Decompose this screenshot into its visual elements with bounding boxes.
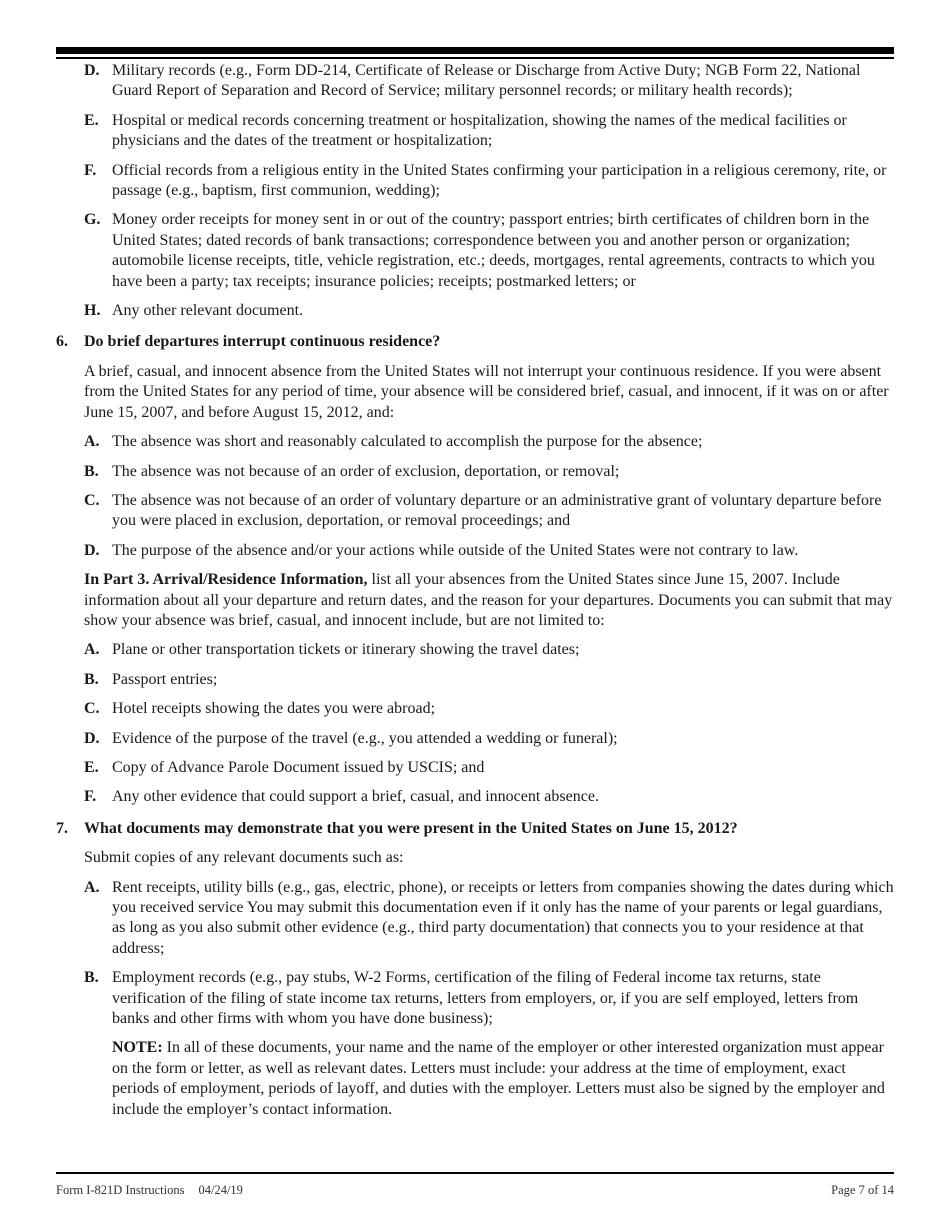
list-item: C. Hotel receipts showing the dates you were abroad; <box>84 700 436 718</box>
list-item-text: Money order receipts for money sent in or out of the country; passport entries; birth certificates of children born in the United States; dated records of bank transactions; correspondence between you and another person or organization; automobile license receipts, title, vehicle registration, etc.; deeds, mortgages, rental agreements, contracts to which you have been a party; tax receipts; insurance policies; receipts; postmarked letters; or <box>112 211 875 290</box>
section-6-heading <box>56 332 896 352</box>
list-item-text: Hotel receipts showing the dates you were abroad; <box>112 700 436 718</box>
section-7-intro: Submit copies of any relevant documents such as: <box>84 849 404 867</box>
list-item-text: Copy of Advance Parole Document issued by USCIS; and <box>112 758 485 776</box>
part-3-label: In Part 3. Arrival/Residence Information, <box>84 571 368 589</box>
list-item: E. Hospital or medical records concerning treatment or hospitalization, showing the names of the medical facilities or physicians and the dates of the treatment or hospitalization; <box>84 111 847 150</box>
list-item-text: Passport entries; <box>112 670 218 688</box>
list-item: E. Copy of Advance Parole Document issued by USCIS; and <box>84 758 485 776</box>
section-6-intro: A brief, casual, and innocent absence from the United States will not interrupt your continuous residence. If you were absent from the United States for any period of time, your absence will be considered brief, casual, and innocent, if it was on or after June 15, 2007, and before August 15, 2012, and: <box>84 362 889 421</box>
footer-form-name: Form I-821D Instructions <box>56 1183 185 1197</box>
footer-page-number: Page 7 of 14 <box>831 1183 894 1197</box>
list-item: B. The absence was not because of an order of exclusion, deportation, or removal; <box>84 462 620 480</box>
list-item: A. Rent receipts, utility bills (e.g., gas, electric, phone), or receipts or letters from companies showing the dates during which you received service You may submit this documentation even if it only has the name of your parents or legal guardians, as long as you also submit other evidence (e.g., third party documentation) that connects you to your residence at that address; <box>84 878 894 957</box>
list-item: F. Any other evidence that could support a brief, casual, and innocent absence. <box>84 788 599 806</box>
list-item: H. Any other relevant document. <box>84 302 304 320</box>
list-item: B. Passport entries; <box>84 670 218 688</box>
list-item: B. Employment records (e.g., pay stubs, W-2 Forms, certification of the filing of Federal income tax returns, state verification of the filing of state income tax returns, letters from employers, or, if you are self employed, letters from banks and other firms with whom you have done business); <box>84 969 859 1028</box>
list-item-text: The absence was short and reasonably calculated to accomplish the purpose for the absence; <box>112 433 703 451</box>
list-item-text: Hospital or medical records concerning treatment or hospitalization, showing the names of the medical facilities or physicians and the dates of the treatment or hospitalization; <box>112 111 847 150</box>
section-number: 7. <box>56 819 68 837</box>
part-3-instructions <box>56 570 896 631</box>
list-item: F. Official records from a religious entity in the United States confirming your participation in a religious ceremony, rite, or passage (e.g., baptism, first communion, wedding); <box>84 161 887 200</box>
footer-rule <box>56 1172 894 1174</box>
list-item-text: Any other evidence that could support a brief, casual, and innocent absence. <box>112 788 599 806</box>
employment-note <box>56 1038 896 1120</box>
list-item-text: Official records from a religious entity in the United States confirming your participation in a religious ceremony, rite, or passage (e.g., baptism, first communion, wedding); <box>112 161 887 200</box>
section-title: What documents may demonstrate that you were present in the United States on June 15, 2012? <box>84 819 738 837</box>
list-item-text: Evidence of the purpose of the travel (e.g., you attended a wedding or funeral); <box>112 729 618 747</box>
list-item-text: Military records (e.g., Form DD-214, Certificate of Release or Discharge from Active Duty; NGB Form 22, National Guard Report of Separation and Record of Service; military personnel records; or military health records); <box>112 62 861 100</box>
section-number: 6. <box>56 333 68 351</box>
section-7-heading <box>56 819 896 839</box>
list-item-text: Rent receipts, utility bills (e.g., gas, electric, phone), or receipts or letters from companies showing the dates during which you received service You may submit this documentation even if it only has the name of your parents or legal guardians, as long as you also submit other evidence (e.g., third party documentation) that connects you to your residence at that address; <box>112 878 894 957</box>
note-label: NOTE: <box>112 1039 163 1057</box>
list-item: G. Money order receipts for money sent in or out of the country; passport entries; birth certificates of children born in the United States; dated records of bank transactions; correspondence between you and another person or organization; automobile license receipts, title, vehicle registration, etc.; deeds, mortgages, rental agreements, contracts to which you have been a party; tax receipts; insurance policies; receipts; postmarked letters; or <box>84 211 875 290</box>
list-item: D. Evidence of the purpose of the travel (e.g., you attended a wedding or funeral); <box>84 729 618 747</box>
list-item-text: The absence was not because of an order of exclusion, deportation, or removal; <box>112 462 620 480</box>
list-item-text: The absence was not because of an order of voluntary departure or an administrative grant of voluntary departure before you were placed in exclusion, deportation, or removal proceedings; and <box>112 491 882 530</box>
footer-form-info <box>56 1183 243 1198</box>
footer-date: 04/24/19 <box>198 1183 243 1197</box>
list-item-text: Any other relevant document. <box>112 302 304 320</box>
list-item: D. The purpose of the absence and/or your actions while outside of the United States were not contrary to law. <box>84 541 799 559</box>
list-item-text: The purpose of the absence and/or your actions while outside of the United States were not contrary to law. <box>112 541 799 559</box>
list-item-text: Plane or other transportation tickets or itinerary showing the travel dates; <box>112 641 580 659</box>
list-item: C. The absence was not because of an order of voluntary departure or an administrative grant of voluntary departure before you were placed in exclusion, deportation, or removal proceedings; and <box>84 491 882 530</box>
list-item-text: Employment records (e.g., pay stubs, W-2 Forms, certification of the filing of Federal income tax returns, state verification of the filing of state income tax returns, letters from employers, or, if you are self employed, letters from banks and other firms with whom you have done business); <box>112 969 859 1028</box>
section-title: Do brief departures interrupt continuous residence? <box>84 333 441 351</box>
page-content <box>56 52 896 1120</box>
note-text: In all of these documents, your name and the name of the employer or other interested organization must appear on the form or letter, as well as relevant dates. Letters must include: your address at the time of employment, exact periods of employment, periods of layoff, and duties with the employer. Letters must also be signed by the employer and include the employer’s contact information. <box>112 1039 885 1118</box>
list-item: A. Plane or other transportation tickets or itinerary showing the travel dates; <box>84 641 580 659</box>
list-item: A. The absence was short and reasonably calculated to accomplish the purpose for the absence; <box>84 433 703 451</box>
part-3-text: list all your absences from the United States since June 15, 2007. Include information about all your departure and return dates, and the reason for your departures. Documents you can submit that may show your absence was brief, casual, and innocent include, but are not limited to: <box>84 571 893 629</box>
list-item: D. Military records (e.g., Form DD-214, Certificate of Release or Discharge from Active Duty; NGB Form 22, National Guard Report of Separation and Record of Service; military personnel records; or military health records); <box>84 62 861 100</box>
